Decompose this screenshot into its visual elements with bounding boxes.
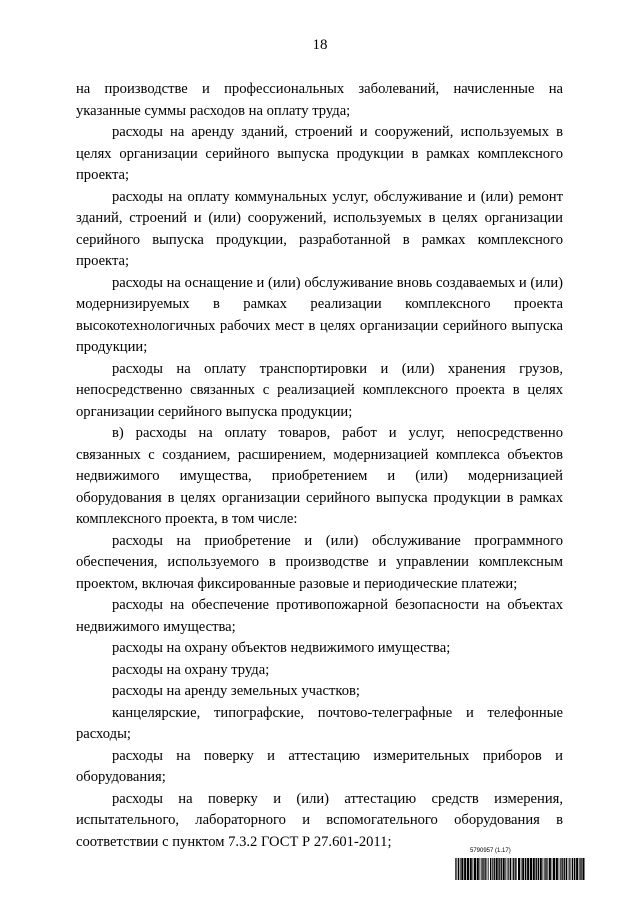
paragraph: расходы на аренду зданий, строений и сооружений, используемых в целях организации серийного выпуска продукции в рамках комплексного проекта; [76,124,563,183]
paragraph: расходы на приобретение и (или) обслуживание программного обеспечения, используемого в производстве и управлении комплексным проектом, включая фиксированные разовые и периодические платежи; [76,532,563,592]
document-barcode-block [455,848,585,880]
paragraph: расходы на обеспечение противопожарной безопасности на объектах недвижимого имущества; [76,597,563,635]
page-number: 18 [312,37,328,53]
paragraph: на производстве и профессиональных заболеваний, начисленные на указанные суммы расходов на оплату труда; [76,81,563,119]
paragraph: расходы на поверку и (или) аттестацию средств измерения, испытательного, лабораторного и вспомогательного оборудования в соответствии с пунктом 7.3.2 ГОСТ Р 27.601-2011; [76,790,563,850]
paragraph: расходы на оплату транспортировки и (или) хранения грузов, непосредственно связанных с реализацией комплексного проекта в целях организации серийного выпуска продукции; [76,360,563,420]
paragraph: в) расходы на оплату товаров, работ и услуг, непосредственно связанных с созданием, расширением, модернизацией комплекса объектов недвижимого имущества, приобретением и (или) модернизацией оборудования в целях организации серийного выпуска продукции в рамках комплексного проекта, в том числе: [76,425,563,527]
paragraph: расходы на охрану труда; [112,661,270,678]
barcode-caption: 5790957 (1.17) [470,848,511,854]
document-body [76,79,563,853]
paragraph: канцелярские, типографские, почтово-телеграфные и телефонные расходы; [76,704,563,742]
paragraph: расходы на охрану объектов недвижимого имущества; [112,640,451,656]
paragraph: расходы на поверку и аттестацию измерительных приборов и оборудования; [76,747,563,785]
paragraph: расходы на аренду земельных участков; [112,683,360,699]
paragraph: расходы на оплату коммунальных услуг, обслуживание и (или) ремонт зданий, строений и (или) сооружений, используемых в целях организации серийного выпуска продукции, разработанной в рамках комплексного проекта; [76,188,563,269]
paragraph: расходы на оснащение и (или) обслуживание вновь создаваемых и (или) модернизируемых в рамках реализации комплексного проекта высокотехнологичных рабочих мест в целях организации серийного выпуска продукции; [76,274,563,355]
barcode-icon [455,858,585,880]
